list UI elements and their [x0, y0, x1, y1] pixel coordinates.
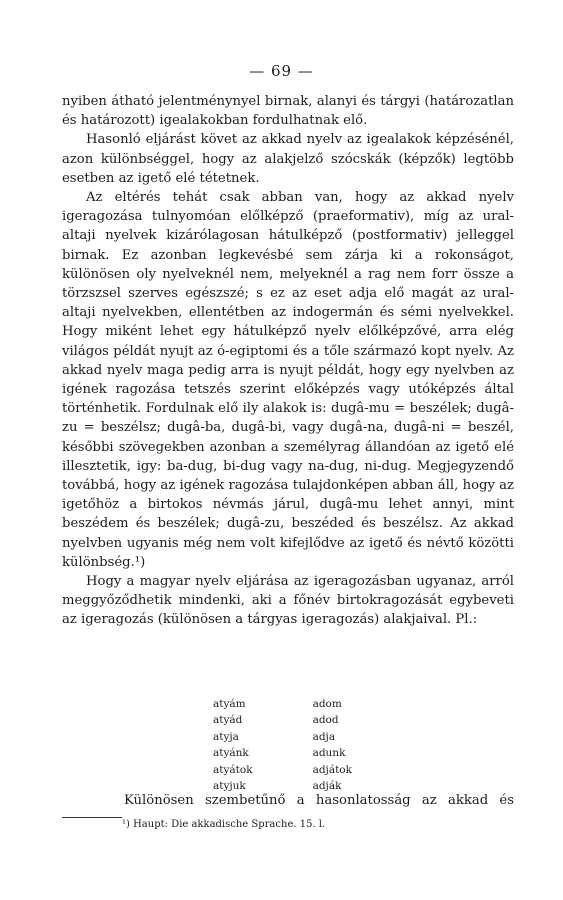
paragraph-4: Hogy a magyar nyelv eljárása az igeragozásban ugyanaz, arról meggyőződhetik mindenki, aki a főnév birtokragozását egybeveti az igeragozás (különösen a tárgyas igeragozás) alakjaival. Pl.:	[62, 574, 514, 628]
verb-form: adja	[312, 730, 336, 743]
verb-form: adunk	[312, 747, 346, 760]
conjugation-table	[213, 696, 352, 794]
closing-line: Különösen szembetűnő a hasonlatosság az akkad és	[124, 793, 514, 808]
verb-column	[313, 696, 352, 794]
paragraph-1: nyiben átható jelentménynyel birnak, alanyi és tárgyi (határozatlan és határozott) igealakokban fordulhatnak elő.	[62, 94, 514, 129]
verb-form: adod	[312, 714, 339, 727]
page-number: — 69 —	[249, 62, 314, 80]
verb-form: adják	[312, 780, 342, 793]
paragraph-2: Hasonló eljárást követ az akkad nyelv az igealakok képzésénél, azon különbséggel, hogy az alakjelző szócskák (képzők) legtöbb esetben az igető elé tétetnek.	[62, 132, 514, 186]
noun-form: atyja	[213, 730, 239, 743]
noun-form: atyátok	[213, 763, 253, 776]
noun-form: atyjuk	[213, 780, 246, 793]
noun-column	[213, 696, 253, 794]
footnote: ¹) Haupt: Die akkadische Sprache. 15. l.	[122, 819, 326, 830]
verb-form: adom	[312, 698, 342, 710]
body-text	[62, 92, 514, 630]
paragraph-3: Az eltérés tehát csak abban van, hogy az akkad nyelv igeragozása tulnyomóan előlképző (praeformativ), míg az ural-altaji nyelvek kizárólagosan hátulképző (postformativ) jelleggel birnak. Ez azonban legkevésbé sem zárja ki a rokonságot, különösen oly nyelveknél nem, melyeknél a rag nem forr össze a törzszsel szerves egészszé; s ez az eset adja elő magát az ural-altaji nyelvekben, ellentétben az indogermán és sémi nyelvekkel. Hogy miként lehet egy hátulképző nyelv előlképzővé, arra elég világos példát nyujt az ó-egiptomi és a tőle származó kopt nyelv. Az akkad nyelv maga pedig arra is nyujt példát, hogy egy nyelvben az igének ragozása tetszés szerint előképzés vagy utóképzés által történhetik. Fordulnak elő ily alakok is: dugâ-mu = beszélek; dugâ-zu = beszélsz; dugâ-ba, dugâ-bi, vagy dugâ-na, dugâ-ni = beszél, későbbi szövegekben azonban a személyrag állandóan az igető elé illesztetik, igy: ba-dug, bi-dug vagy na-dug, ni-dug. Megjegyzendő továbbá, hogy az igének ragozása tulajdonképen abban áll, hogy az igetőhöz a birtokos névmás járul, dugâ-mu lehet annyi, mint beszédem és beszélek; dugâ-zu, beszéded és beszélsz. Az akkad nyelvben ugyanis még nem volt kifejlődve az igető és névtő közötti különbség.¹)	[62, 190, 514, 570]
noun-form: atyám	[213, 698, 246, 710]
verb-form: adjátok	[312, 763, 352, 776]
footnote-divider	[62, 817, 122, 818]
noun-form: atyánk	[213, 747, 249, 760]
noun-form: atyád	[213, 714, 243, 727]
